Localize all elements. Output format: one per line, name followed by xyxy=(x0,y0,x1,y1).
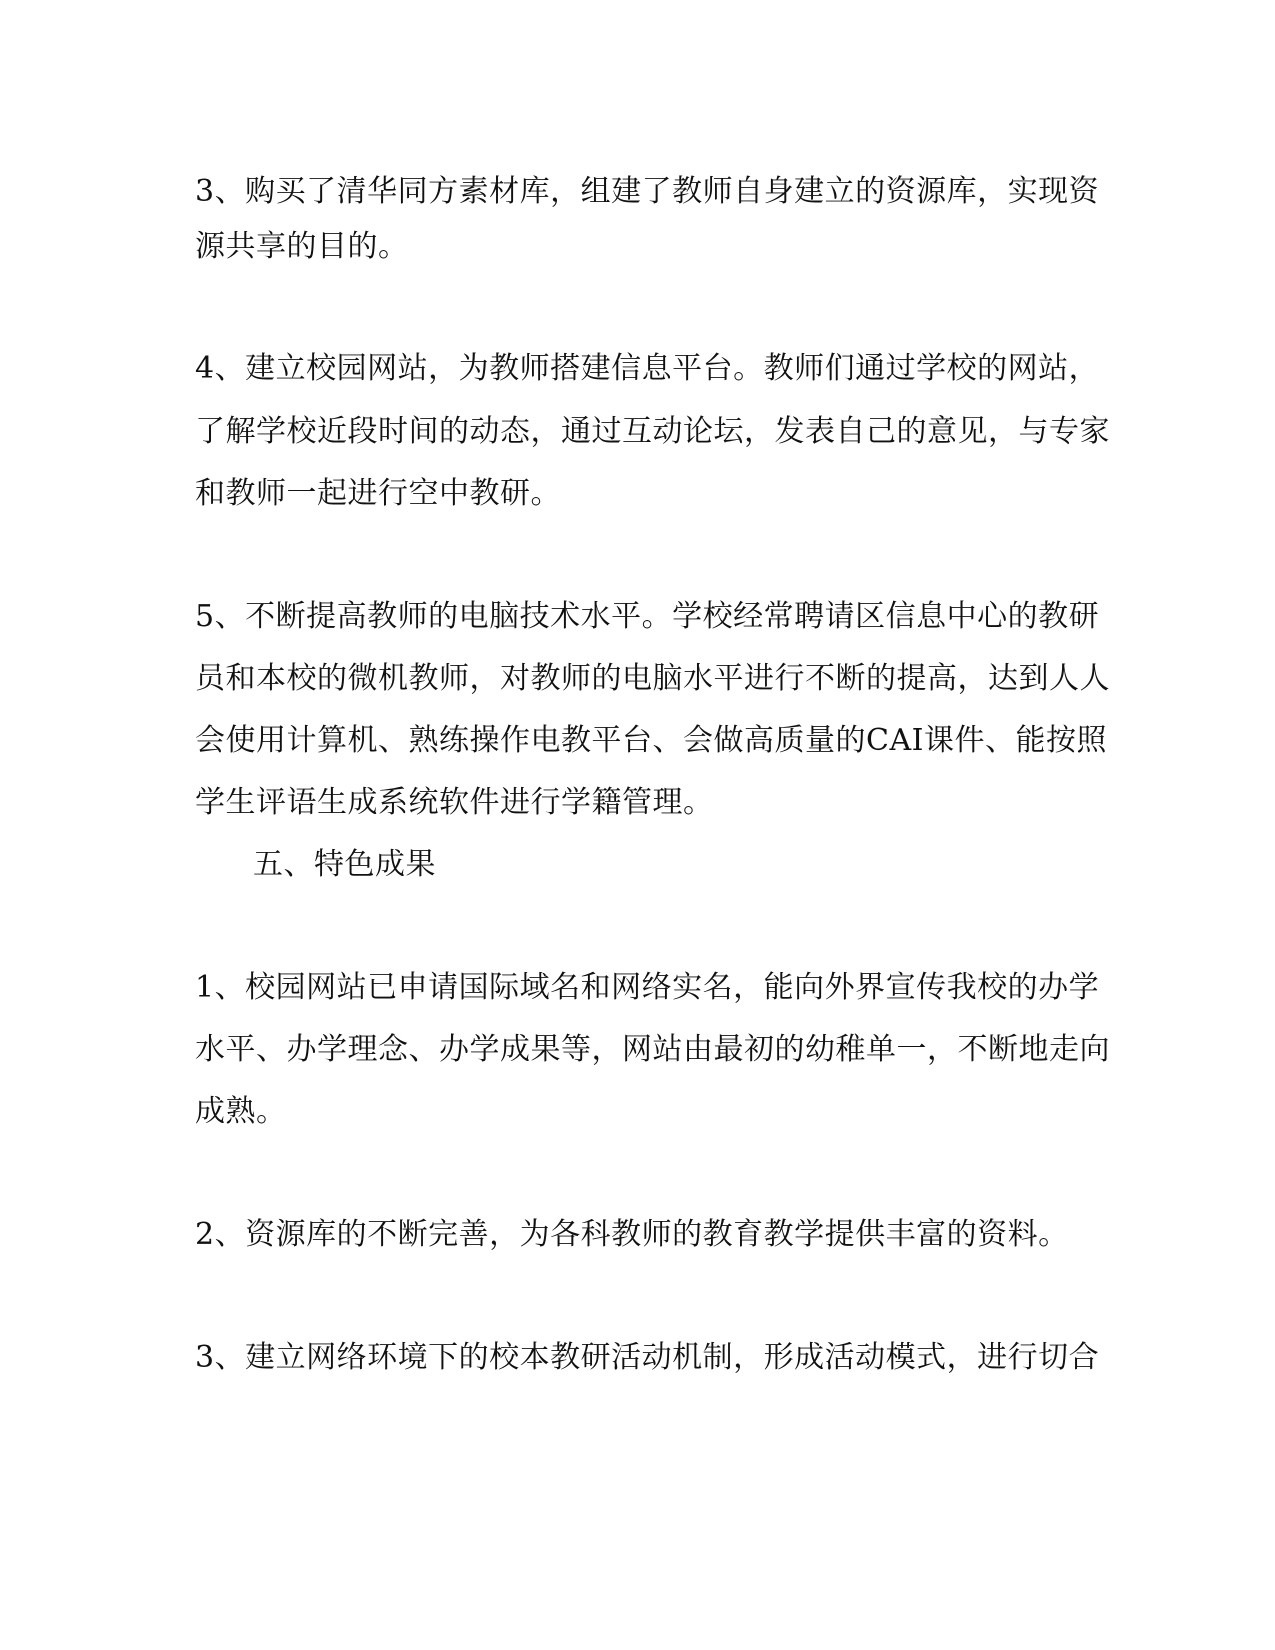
item-5-line-3: 会使用计算机、熟练操作电教平台、会做高质量的CAI课件、能按照 xyxy=(195,723,1107,758)
item-4-line-2: 了解学校近段时间的动态，通过互动论坛，发表自己的意见，与专家 xyxy=(195,414,1110,449)
item-4-line-1: 4、建立校园网站，为教师搭建信息平台。教师们通过学校的网站， xyxy=(195,351,1100,386)
item-5-line-2: 员和本校的微机教师，对教师的电脑水平进行不断的提高，达到人人 xyxy=(195,661,1110,696)
item-5-line-4: 学生评语生成系统软件进行学籍管理。 xyxy=(195,785,714,820)
section-heading: 五、特色成果 xyxy=(253,847,436,882)
achievement-1-line-1: 1、校园网站已申请国际域名和网络实名，能向外界宣传我校的办学 xyxy=(195,970,1100,1005)
item-3-line-2: 源共享的目的。 xyxy=(195,229,409,264)
item-3-line-1: 3、购买了清华同方素材库，组建了教师自身建立的资源库，实现资 xyxy=(195,174,1100,209)
achievement-2-line-1: 2、资源库的不断完善，为各科教师的教育教学提供丰富的资料。 xyxy=(195,1217,1069,1252)
item-5-line-1: 5、不断提高教师的电脑技术水平。学校经常聘请区信息中心的教研 xyxy=(195,599,1100,634)
achievement-1-line-3: 成熟。 xyxy=(195,1094,287,1129)
achievement-1-line-2: 水平、办学理念、办学成果等，网站由最初的幼稚单一，不断地走向 xyxy=(195,1032,1110,1067)
item-4-line-3: 和教师一起进行空中教研。 xyxy=(195,476,561,511)
achievement-3-line-1: 3、建立网络环境下的校本教研活动机制，形成活动模式，进行切合 xyxy=(195,1340,1100,1375)
